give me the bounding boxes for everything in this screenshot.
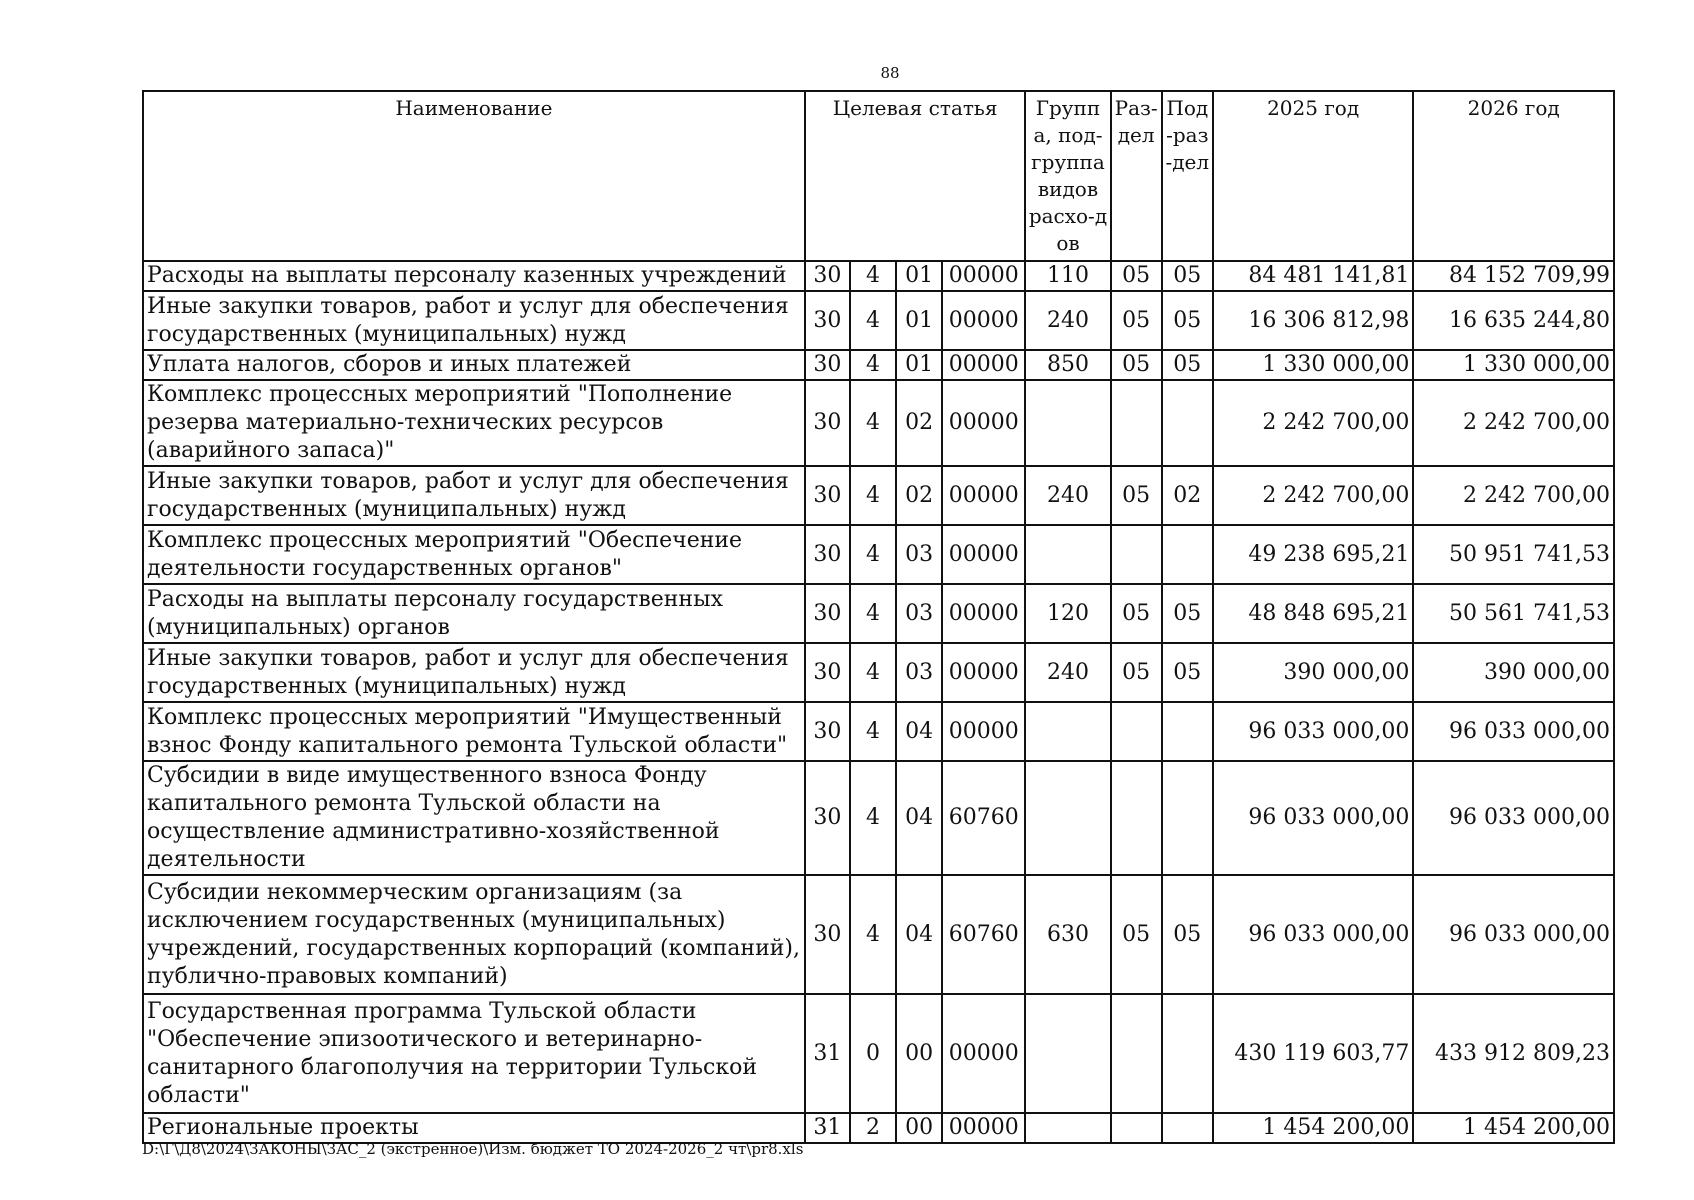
expense-group: [1025, 702, 1110, 761]
target-event: 04: [896, 761, 942, 875]
target-program: 30: [805, 261, 850, 291]
target-subprogram: 4: [850, 261, 896, 291]
section: 05: [1111, 875, 1162, 994]
file-path-footer: D:\Г\Д8\2024\ЗАКОНЫ\ЗАС_2 (экстренное)\Изм. бюджет ТО 2024-2026_2 чт\pr8.xls: [142, 1140, 804, 1158]
target-direction: 60760: [942, 761, 1025, 875]
amount-2026: 96 033 000,00: [1413, 702, 1614, 761]
amount-2025: 1 330 000,00: [1213, 350, 1414, 380]
amount-2025: 96 033 000,00: [1213, 875, 1414, 994]
expense-group: [1025, 380, 1110, 466]
target-program: 30: [805, 875, 850, 994]
subsection: 05: [1162, 875, 1213, 994]
amount-2025: 390 000,00: [1213, 643, 1414, 702]
amount-2025: 2 242 700,00: [1213, 466, 1414, 525]
target-program: 31: [805, 994, 850, 1113]
subsection: 05: [1162, 261, 1213, 291]
amount-2026: 96 033 000,00: [1413, 875, 1614, 994]
header-section: Раз-дел: [1111, 91, 1162, 261]
row-name: Расходы на выплаты персоналу государственных (муниципальных) органов: [143, 584, 805, 643]
target-program: 30: [805, 761, 850, 875]
amount-2025: 84 481 141,81: [1213, 261, 1414, 291]
section: 05: [1111, 466, 1162, 525]
table-row: [143, 291, 1614, 350]
expense-group: 240: [1025, 466, 1110, 525]
amount-2026: 2 242 700,00: [1413, 380, 1614, 466]
amount-2025: 49 238 695,21: [1213, 525, 1414, 584]
expense-group: 240: [1025, 291, 1110, 350]
subsection: [1162, 380, 1213, 466]
amount-2026: 96 033 000,00: [1413, 761, 1614, 875]
budget-table: [142, 90, 1615, 1144]
row-name: Комплекс процессных мероприятий "Имущественный взнос Фонду капитального ремонта Тульской области": [143, 702, 805, 761]
row-name: Иные закупки товаров, работ и услуг для обеспечения государственных (муниципальных) нужд: [143, 466, 805, 525]
amount-2025: 1 454 200,00: [1213, 1113, 1414, 1143]
target-program: 30: [805, 466, 850, 525]
target-event: 00: [896, 994, 942, 1113]
section: 05: [1111, 584, 1162, 643]
target-direction: 00000: [942, 291, 1025, 350]
target-subprogram: 2: [850, 1113, 896, 1143]
target-subprogram: 4: [850, 875, 896, 994]
header-year-2026: 2026 год: [1413, 91, 1614, 261]
row-name: Расходы на выплаты персоналу казенных учреждений: [143, 261, 805, 291]
subsection: [1162, 761, 1213, 875]
row-name: Уплата налогов, сборов и иных платежей: [143, 350, 805, 380]
target-direction: 00000: [942, 584, 1025, 643]
target-direction: 00000: [942, 466, 1025, 525]
row-name: Региональные проекты: [143, 1113, 805, 1143]
amount-2026: 16 635 244,80: [1413, 291, 1614, 350]
expense-group: [1025, 1113, 1110, 1143]
subsection: 05: [1162, 291, 1213, 350]
target-event: 01: [896, 350, 942, 380]
subsection: [1162, 1113, 1213, 1143]
target-direction: 00000: [942, 994, 1025, 1113]
amount-2025: 96 033 000,00: [1213, 761, 1414, 875]
target-event: 03: [896, 584, 942, 643]
header-expense-group: Группа, под-группа видов расхо-дов: [1025, 91, 1110, 261]
header-target-article: Целевая статья: [805, 91, 1026, 261]
amount-2025: 2 242 700,00: [1213, 380, 1414, 466]
target-subprogram: 4: [850, 643, 896, 702]
table-row: [143, 994, 1614, 1113]
target-subprogram: 4: [850, 584, 896, 643]
amount-2025: 48 848 695,21: [1213, 584, 1414, 643]
target-event: 02: [896, 380, 942, 466]
section: 05: [1111, 643, 1162, 702]
table-row: [143, 350, 1614, 380]
target-event: 01: [896, 291, 942, 350]
target-program: 30: [805, 525, 850, 584]
row-name: Субсидии некоммерческим организациям (за исключением государственных (муниципальных) учреждений, государственных корпораций (компаний), публично-правовых компаний): [143, 875, 805, 994]
table-row: [143, 702, 1614, 761]
expense-group: [1025, 525, 1110, 584]
expense-group: 120: [1025, 584, 1110, 643]
target-program: 30: [805, 350, 850, 380]
table-row: [143, 525, 1614, 584]
expense-group: [1025, 761, 1110, 875]
amount-2026: 1 330 000,00: [1413, 350, 1614, 380]
row-name: Иные закупки товаров, работ и услуг для обеспечения государственных (муниципальных) нужд: [143, 291, 805, 350]
target-subprogram: 4: [850, 525, 896, 584]
amount-2026: 2 242 700,00: [1413, 466, 1614, 525]
target-subprogram: 4: [850, 702, 896, 761]
subsection: 02: [1162, 466, 1213, 525]
amount-2026: 50 951 741,53: [1413, 525, 1614, 584]
table-row: [143, 380, 1614, 466]
section: [1111, 702, 1162, 761]
subsection: [1162, 525, 1213, 584]
section: 05: [1111, 261, 1162, 291]
target-event: 04: [896, 875, 942, 994]
target-subprogram: 0: [850, 994, 896, 1113]
subsection: 05: [1162, 643, 1213, 702]
amount-2026: 390 000,00: [1413, 643, 1614, 702]
table-row: [143, 261, 1614, 291]
target-event: 04: [896, 702, 942, 761]
target-direction: 00000: [942, 525, 1025, 584]
target-subprogram: 4: [850, 380, 896, 466]
table-row: [143, 761, 1614, 875]
target-direction: 00000: [942, 350, 1025, 380]
amount-2026: 84 152 709,99: [1413, 261, 1614, 291]
header-year-2025: 2025 год: [1213, 91, 1414, 261]
target-direction: 00000: [942, 261, 1025, 291]
amount-2025: 430 119 603,77: [1213, 994, 1414, 1113]
section: [1111, 1113, 1162, 1143]
section: [1111, 761, 1162, 875]
target-subprogram: 4: [850, 466, 896, 525]
table-row: [143, 1113, 1614, 1143]
target-subprogram: 4: [850, 761, 896, 875]
table-row: [143, 643, 1614, 702]
target-program: 30: [805, 380, 850, 466]
target-direction: 00000: [942, 380, 1025, 466]
amount-2026: 433 912 809,23: [1413, 994, 1614, 1113]
page-number: 88: [880, 64, 900, 82]
expense-group: 850: [1025, 350, 1110, 380]
section: [1111, 525, 1162, 584]
header-subsection: Под-раз-дел: [1162, 91, 1213, 261]
target-program: 30: [805, 643, 850, 702]
row-name: Государственная программа Тульской области "Обеспечение эпизоотического и ветеринарно-санитарного благополучия на территории Тульской области": [143, 994, 805, 1113]
target-event: 03: [896, 525, 942, 584]
section: [1111, 380, 1162, 466]
amount-2025: 96 033 000,00: [1213, 702, 1414, 761]
target-event: 03: [896, 643, 942, 702]
amount-2026: 50 561 741,53: [1413, 584, 1614, 643]
section: 05: [1111, 350, 1162, 380]
target-direction: 00000: [942, 643, 1025, 702]
target-direction: 60760: [942, 875, 1025, 994]
amount-2025: 16 306 812,98: [1213, 291, 1414, 350]
table-row: [143, 466, 1614, 525]
target-program: 30: [805, 291, 850, 350]
table-row: [143, 584, 1614, 643]
row-name: Иные закупки товаров, работ и услуг для обеспечения государственных (муниципальных) нужд: [143, 643, 805, 702]
row-name: Субсидии в виде имущественного взноса Фонду капитального ремонта Тульской области на осуществление административно-хозяйственной деятельности: [143, 761, 805, 875]
header-row: [143, 91, 1614, 261]
amount-2026: 1 454 200,00: [1413, 1113, 1614, 1143]
target-direction: 00000: [942, 702, 1025, 761]
target-event: 01: [896, 261, 942, 291]
subsection: 05: [1162, 584, 1213, 643]
row-name: Комплекс процессных мероприятий "Пополнение резерва материально-технических ресурсов (аварийного запаса)": [143, 380, 805, 466]
target-program: 30: [805, 584, 850, 643]
target-direction: 00000: [942, 1113, 1025, 1143]
target-event: 02: [896, 466, 942, 525]
target-program: 31: [805, 1113, 850, 1143]
expense-group: [1025, 994, 1110, 1113]
subsection: [1162, 702, 1213, 761]
subsection: [1162, 994, 1213, 1113]
section: [1111, 994, 1162, 1113]
expense-group: 110: [1025, 261, 1110, 291]
table-row: [143, 875, 1614, 994]
header-name: Наименование: [143, 91, 805, 261]
target-event: 00: [896, 1113, 942, 1143]
expense-group: 630: [1025, 875, 1110, 994]
table-body: [143, 261, 1614, 1143]
expense-group: 240: [1025, 643, 1110, 702]
target-subprogram: 4: [850, 350, 896, 380]
section: 05: [1111, 291, 1162, 350]
target-program: 30: [805, 702, 850, 761]
target-subprogram: 4: [850, 291, 896, 350]
row-name: Комплекс процессных мероприятий "Обеспечение деятельности государственных органов": [143, 525, 805, 584]
subsection: 05: [1162, 350, 1213, 380]
